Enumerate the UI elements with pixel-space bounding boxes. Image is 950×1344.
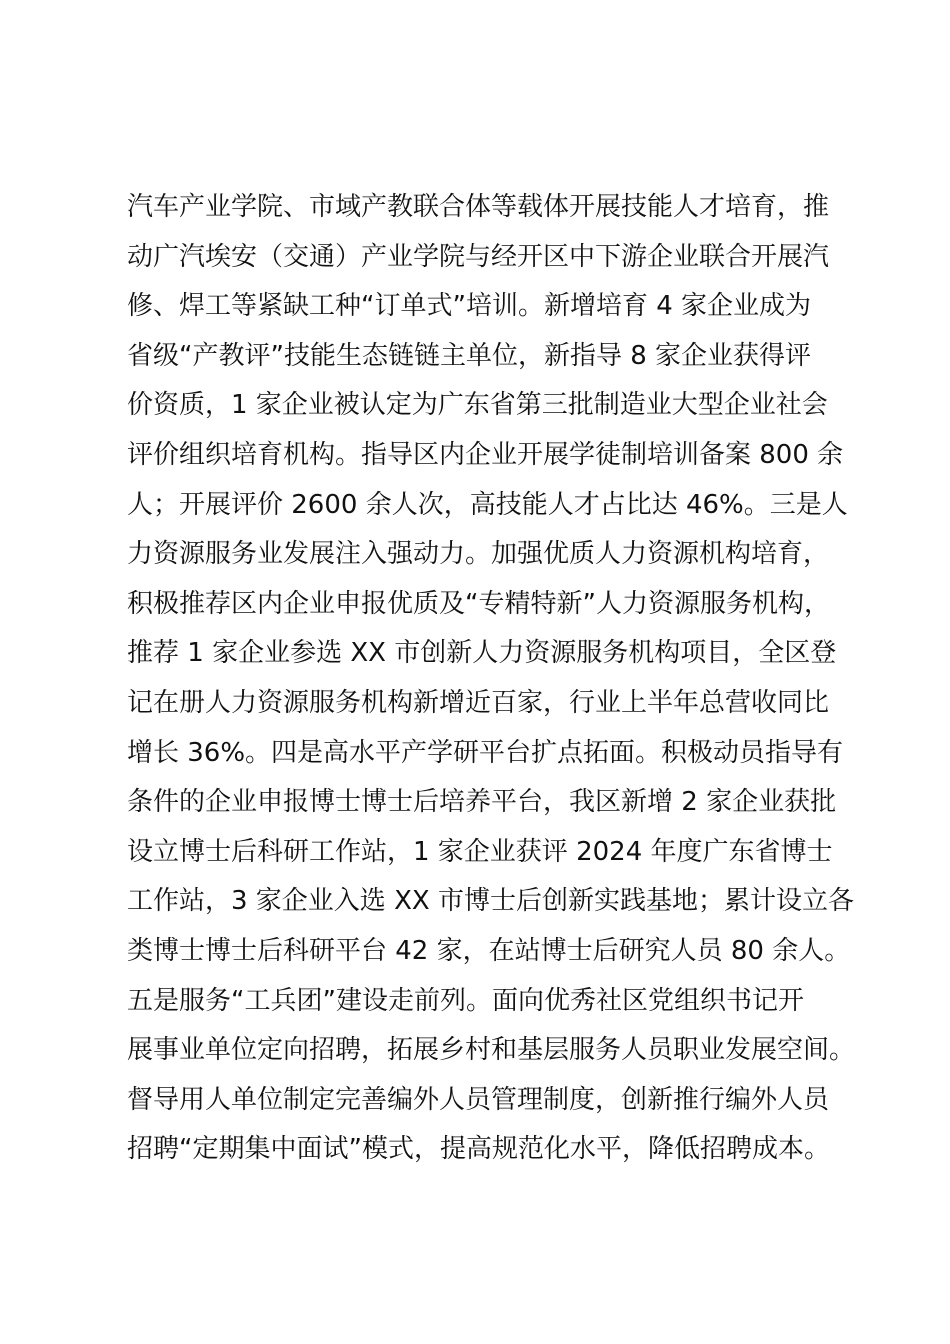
text-line: 展事业单位定向招聘，拓展乡村和基层服务人员职业发展空间。 [127,1035,856,1066]
text-line: 招聘“定期集中面试”模式，提高规范化水平，降低招聘成本。 [127,1134,830,1165]
text-line: 省级“产教评”技能生态链链主单位，新指导 8 家企业获得评 [127,340,812,371]
text-line: 力资源服务业发展注入强动力。加强优质人力资源机构培育， [127,539,830,570]
text-line: 条件的企业申报博士博士后培养平台，我区新增 2 家企业获批 [127,787,837,818]
text-line: 推荐 1 家企业参选 XX 市创新人力资源服务机构项目，全区登 [127,638,837,669]
text-line: 五是服务“工兵团”建设走前列。面向优秀社区党组织书记开 [127,985,804,1016]
body-paragraph [127,183,867,1175]
text-line: 修、焊工等紧缺工种“订单式”培训。新增培育 4 家企业成为 [127,291,812,322]
text-line: 价资质，1 家企业被认定为广东省第三批制造业大型企业社会 [127,390,828,421]
text-line: 督导用人单位制定完善编外人员管理制度，创新推行编外人员 [127,1084,830,1115]
text-line: 动广汽埃安（交通）产业学院与经开区中下游企业联合开展汽 [127,241,830,272]
text-line: 人；开展评价 2600 余人次，高技能人才占比达 46%。三是人 [127,489,848,520]
text-line: 工作站，3 家企业入选 XX 市博士后创新实践基地；累计设立各 [127,886,854,917]
text-line: 积极推荐区内企业申报优质及“专精特新”人力资源服务机构， [127,588,830,619]
text-line: 设立博士后科研工作站，1 家企业获评 2024 年度广东省博士 [127,836,833,867]
text-line: 记在册人力资源服务机构新增近百家，行业上半年总营收同比 [127,687,830,718]
text-line: 评价组织培育机构。指导区内企业开展学徒制培训备案 800 余 [127,439,844,470]
text-line: 增长 36%。四是高水平产学研平台扩点拓面。积极动员指导有 [127,737,844,768]
text-line: 类博士博士后科研平台 42 家，在站博士后研究人员 80 余人。 [127,935,851,966]
text-line: 汽车产业学院、市域产教联合体等载体开展技能人才培育，推 [127,192,830,222]
